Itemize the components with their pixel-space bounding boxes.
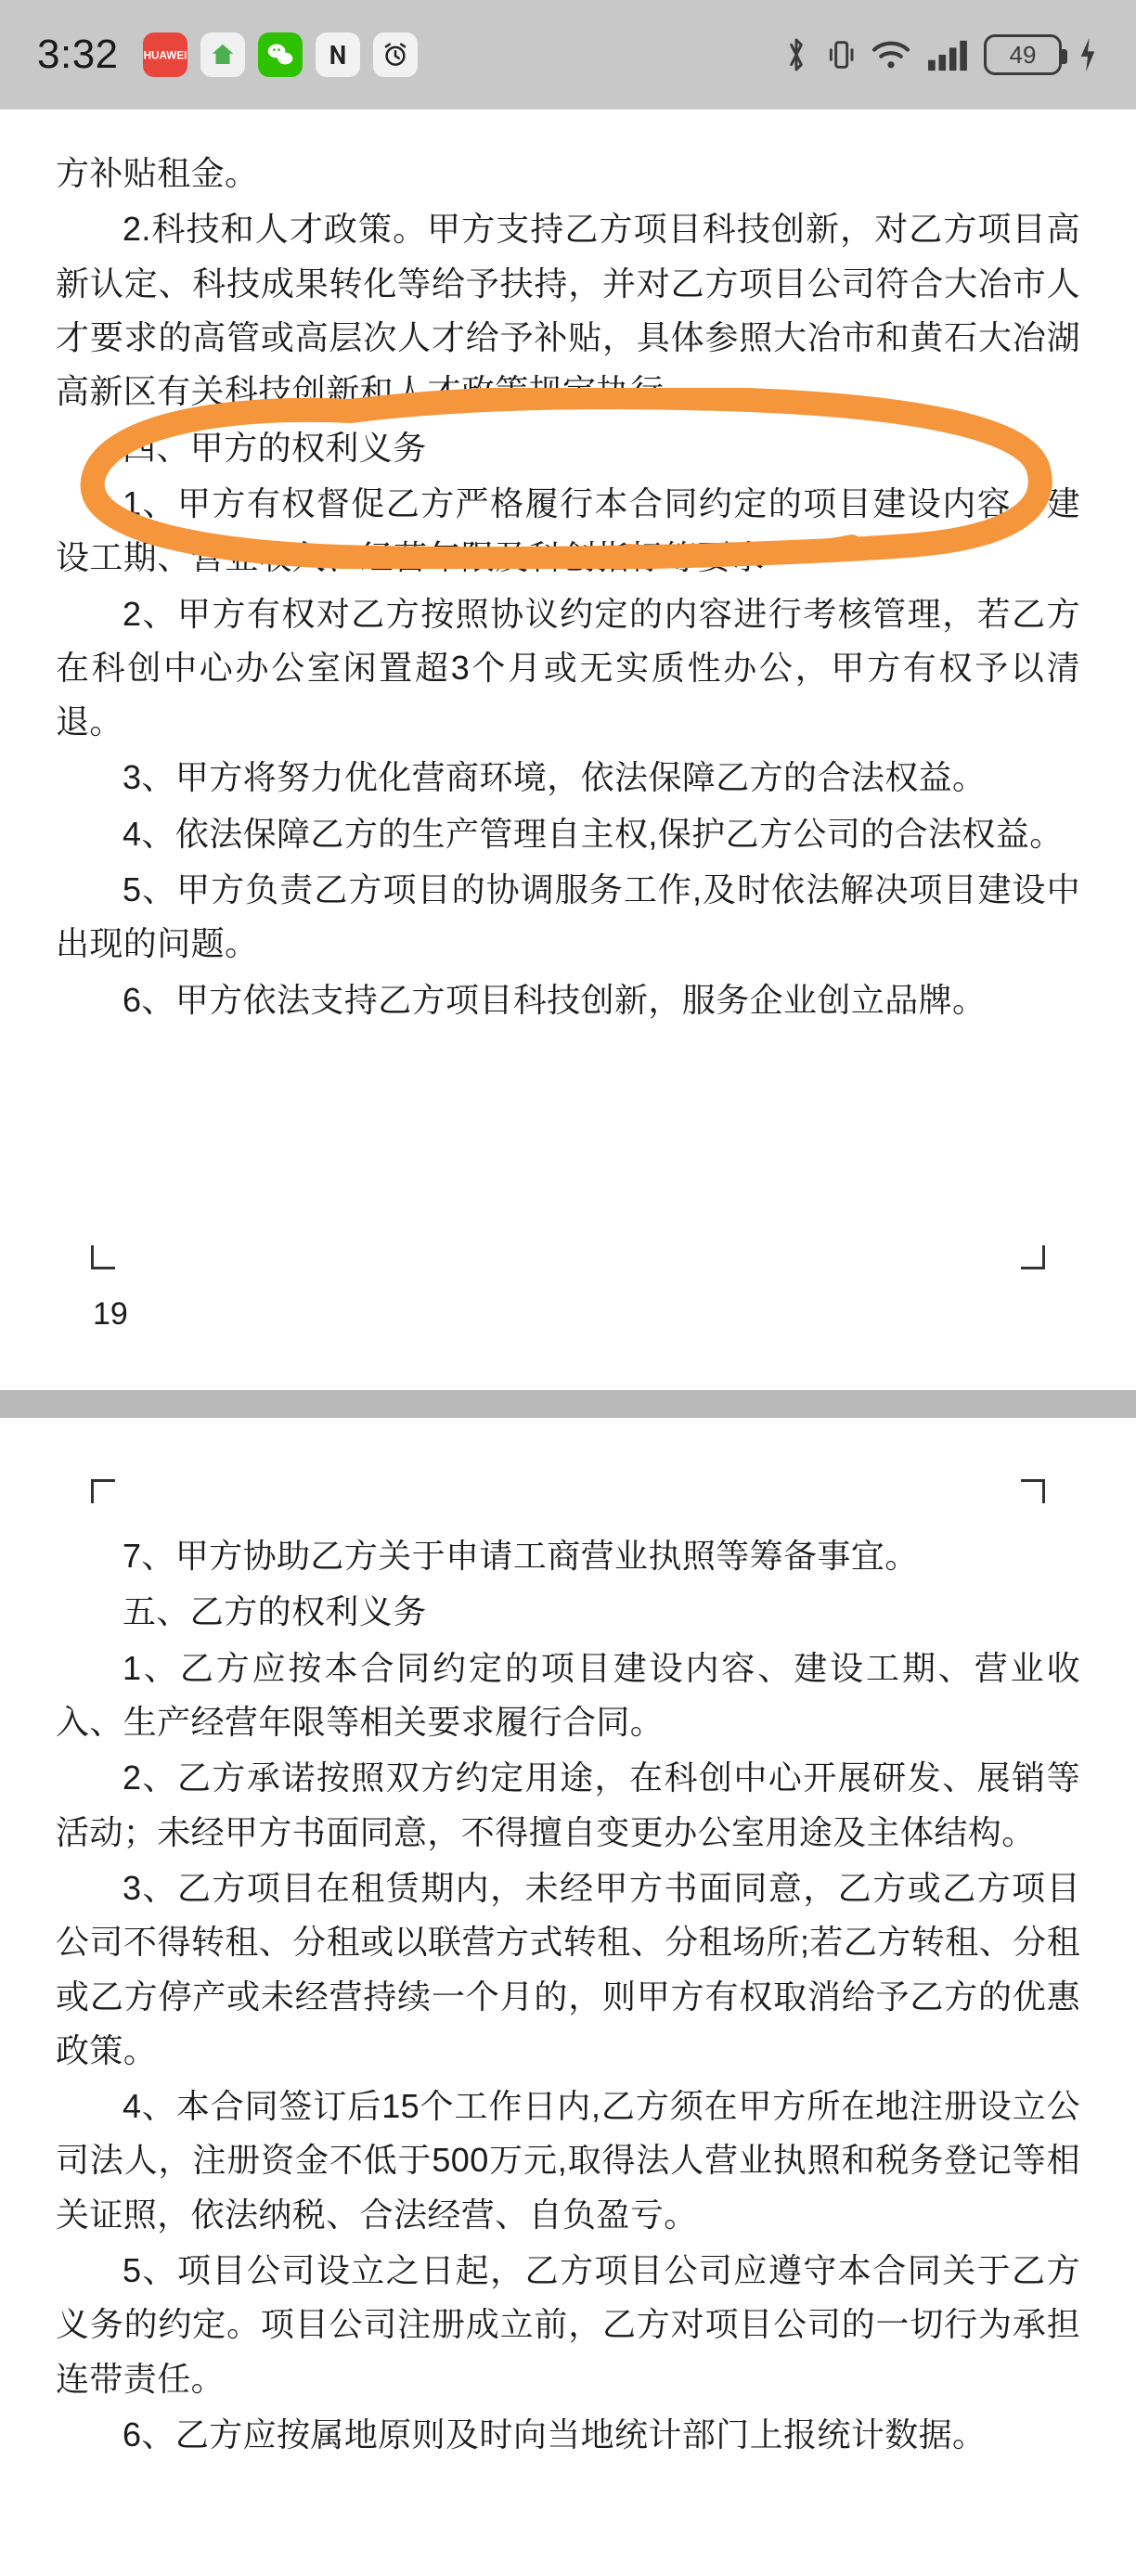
nfc-icon	[316, 32, 360, 77]
document-page-1	[0, 109, 1136, 1390]
paragraph: 1、乙方应按本合同约定的项目建设内容、建设工期、营业收入、生产经营年限等相关要求履行合同。	[56, 1648, 1080, 1741]
wifi-icon	[871, 38, 911, 71]
paragraph: 7、甲方协助乙方关于申请工商营业执照等筹备事宜。	[123, 1537, 919, 1575]
paragraph: 6、乙方应按属地原则及时向当地统计部门上报统计数据。	[123, 2415, 987, 2454]
status-bar-clock: 3:32	[37, 32, 119, 77]
paragraph: 4、本合同签订后15个工作日内,乙方须在甲方所在地注册设立公司法人，注册资金不低于500万元,取得法人营业执照和税务登记等相关证照，依法纳税、合法经营、自负盈亏。	[56, 2087, 1080, 2234]
status-bar-notification-icons	[143, 32, 418, 77]
paragraph: 5、甲方负责乙方项目的协调服务工作,及时依法解决项目建设中出现的问题。	[56, 870, 1080, 963]
bluetooth-icon	[781, 33, 811, 76]
paragraph: 4、依法保障乙方的生产管理自主权,保护乙方公司的合法权益。	[123, 814, 1064, 853]
alarm-clock-icon	[373, 32, 418, 77]
page-separator	[0, 1390, 1136, 1418]
vibrate-icon	[826, 33, 856, 76]
battery-icon	[984, 34, 1062, 75]
home-app-icon	[200, 32, 245, 77]
paragraph: 五、乙方的权利义务	[123, 1592, 427, 1631]
signal-bars-icon	[926, 37, 969, 72]
paragraph: 3、乙方项目在租赁期内，未经甲方书面同意，乙方或乙方项目公司不得转租、分租或以联营方式转租、分租场所;若乙方转租、分租或乙方停产或未经营持续一个月的，则甲方有权取消给予乙方的优惠政策。	[56, 1868, 1080, 2069]
paragraph: 5、项目公司设立之日起，乙方项目公司应遵守本合同关于乙方义务的约定。项目公司注册成立前，乙方对项目公司的一切行为承担连带责任。	[56, 2251, 1080, 2398]
paragraph: 方补贴租金。	[56, 154, 259, 192]
huawei-app-icon: HUAWEI	[143, 32, 187, 77]
battery-charge-bolt-icon	[1077, 34, 1099, 75]
document-page-2	[0, 1418, 1136, 2576]
page2-body	[56, 1529, 1080, 2462]
page-number: 19	[93, 1296, 128, 1332]
paragraph: 3、甲方将努力优化营商环境，依法保障乙方的合法权益。	[123, 758, 987, 797]
paragraph-highlighted: 2、甲方有权对乙方按照协议约定的内容进行考核管理，若乙方在科创中心办公室闲置超3个月或无实质性办公，甲方有权予以清退。	[56, 594, 1080, 741]
wechat-app-icon	[258, 32, 303, 77]
crop-mark-bottom-left	[91, 1245, 115, 1269]
crop-mark-bottom-right	[1021, 1245, 1045, 1269]
page1-body	[56, 147, 1080, 1027]
paragraph: 四、甲方的权利义务	[123, 428, 427, 467]
paragraph: 2、乙方承诺按照双方约定用途，在科创中心开展研发、展销等活动；未经甲方书面同意，不得擅自变更办公室用途及主体结构。	[56, 1758, 1080, 1851]
status-bar	[0, 0, 1136, 109]
status-bar-system-icons	[781, 33, 1099, 76]
paragraph: 2.科技和人才政策。甲方支持乙方项目科技创新，对乙方项目高新认定、科技成果转化等给予扶持，并对乙方项目公司符合大冶市人才要求的高管或高层次人才给予补贴，具体参照大冶市和黄石大冶湖高新区有关科技创新和人才政策规定执行。	[56, 210, 1080, 411]
battery-level-label: 49	[1009, 40, 1037, 69]
paragraph: 1、甲方有权督促乙方严格履行本合同约定的项目建设内容、建设工期、营业收入、经营年限及科创指标等要求	[56, 483, 1080, 577]
crop-mark-top-left	[91, 1479, 115, 1503]
paragraph: 6、甲方依法支持乙方项目科技创新，服务企业创立品牌。	[123, 980, 987, 1019]
crop-mark-top-right	[1021, 1479, 1045, 1503]
